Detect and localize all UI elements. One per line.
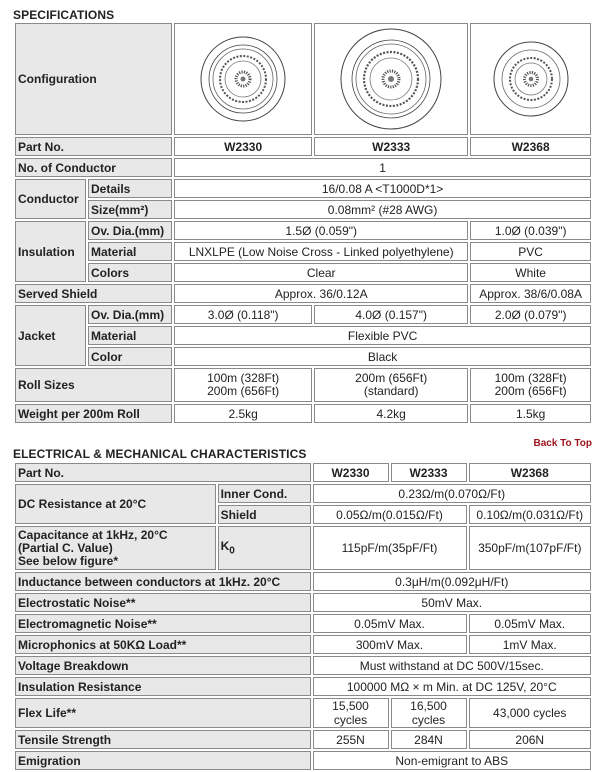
specifications-table bbox=[13, 21, 593, 425]
flex-life-w2330: 15,500 cycles bbox=[313, 698, 389, 728]
insulation-material-ab: LNXLPE (Low Noise Cross - Linked polyethylene) bbox=[174, 242, 468, 261]
back-to-top-link[interactable]: Back To Top bbox=[533, 438, 592, 449]
insulation-color-c: White bbox=[470, 263, 591, 282]
part-w2368: W2368 bbox=[470, 137, 591, 156]
details-value: 16/0.08 A <T1000D*1> bbox=[174, 179, 591, 198]
no-conductor-label: No. of Conductor bbox=[15, 158, 172, 177]
insulation-resistance-value: 100000 MΩ × m Min. at DC 125V, 20°C bbox=[313, 677, 592, 696]
roll-sizes-label: Roll Sizes bbox=[15, 368, 172, 402]
voltage-breakdown-label: Voltage Breakdown bbox=[15, 656, 311, 675]
cable-image-w2368 bbox=[470, 23, 591, 135]
cable-cross-section-icon bbox=[199, 35, 287, 123]
jacket-color-value: Black bbox=[174, 347, 591, 366]
conductor-label: Conductor bbox=[15, 179, 86, 219]
weight-w2333: 4.2kg bbox=[314, 404, 468, 423]
inductance-value: 0.3μH/m(0.092μH/Ft) bbox=[313, 572, 592, 591]
elec-part-no-label: Part No. bbox=[15, 463, 311, 482]
jacket-label: Jacket bbox=[15, 305, 86, 366]
elec-part-w2368: W2368 bbox=[469, 463, 592, 482]
electromagnetic-noise-ab: 0.05mV Max. bbox=[313, 614, 467, 633]
no-conductor-value: 1 bbox=[174, 158, 591, 177]
roll-size-line: 100m (328Ft) bbox=[494, 371, 567, 385]
cable-cross-section-icon bbox=[491, 39, 571, 119]
k0-symbol: K bbox=[220, 539, 230, 554]
tensile-strength-label: Tensile Strength bbox=[15, 730, 311, 749]
jacket-color-label: Color bbox=[88, 347, 172, 366]
tensile-w2333: 284N bbox=[391, 730, 467, 749]
jacket-material-value: Flexible PVC bbox=[174, 326, 591, 345]
roll-size-line: 200m (656Ft) bbox=[494, 384, 567, 398]
capacitance-line: Capacitance at 1kHz, 20°C bbox=[18, 527, 168, 542]
served-shield-ab: Approx. 36/0.12A bbox=[174, 284, 468, 303]
electromagnetic-noise-c: 0.05mV Max. bbox=[469, 614, 592, 633]
capacitance-label bbox=[15, 526, 216, 570]
roll-sizes-w2368 bbox=[470, 368, 591, 402]
roll-sizes-w2330 bbox=[174, 368, 312, 402]
insulation-dia-ab: 1.5Ø (0.059") bbox=[174, 221, 468, 240]
electrostatic-noise-label: Electrostatic Noise** bbox=[15, 593, 311, 612]
roll-size-line: 200m (656Ft) bbox=[355, 371, 428, 385]
capacitance-value-ab: 115pF/m(35pF/Ft) bbox=[313, 526, 467, 570]
roll-size-line: 100m (328Ft) bbox=[207, 371, 280, 385]
electromagnetic-noise-label: Electromagnetic Noise** bbox=[15, 614, 311, 633]
jacket-material-label: Material bbox=[88, 326, 172, 345]
flex-life-label: Flex Life** bbox=[15, 698, 311, 728]
weight-w2368: 1.5kg bbox=[470, 404, 591, 423]
inductance-label: Inductance between conductors at 1kHz. 20°C bbox=[15, 572, 311, 591]
capacitance-line: (Partial C. Value) bbox=[18, 540, 113, 555]
shield-value-c: 0.10Ω/m(0.031Ω/Ft) bbox=[469, 505, 592, 524]
configuration-label: Configuration bbox=[15, 23, 172, 135]
shield-value-ab: 0.05Ω/m(0.015Ω/Ft) bbox=[313, 505, 467, 524]
flex-life-w2368: 43,000 cycles bbox=[469, 698, 592, 728]
material-label: Material bbox=[88, 242, 172, 261]
elec-part-w2333: W2333 bbox=[391, 463, 467, 482]
roll-size-line: (standard) bbox=[363, 384, 419, 398]
emigration-value: Non-emigrant to ABS bbox=[313, 751, 592, 770]
insulation-dia-c: 1.0Ø (0.039") bbox=[470, 221, 591, 240]
colors-label: Colors bbox=[88, 263, 172, 282]
flex-life-w2333: 16,500 cycles bbox=[391, 698, 467, 728]
emigration-label: Emigration bbox=[15, 751, 311, 770]
size-label: Size(mm²) bbox=[88, 200, 172, 219]
served-shield-c: Approx. 38/6/0.08A bbox=[470, 284, 591, 303]
capacitance-value-c: 350pF/m(107pF/Ft) bbox=[469, 526, 592, 570]
microphonics-ab: 300mV Max. bbox=[313, 635, 467, 654]
size-value: 0.08mm² (#28 AWG) bbox=[174, 200, 591, 219]
part-w2330: W2330 bbox=[174, 137, 312, 156]
microphonics-label: Microphonics at 50KΩ Load** bbox=[15, 635, 311, 654]
served-shield-label: Served Shield bbox=[15, 284, 172, 303]
roll-size-line: 200m (656Ft) bbox=[207, 384, 280, 398]
cable-image-w2330 bbox=[174, 23, 312, 135]
part-no-label: Part No. bbox=[15, 137, 172, 156]
roll-sizes-w2333 bbox=[314, 368, 468, 402]
k0-label bbox=[218, 526, 311, 570]
jacket-ov-dia-label: Ov. Dia.(mm) bbox=[88, 305, 172, 324]
weight-w2330: 2.5kg bbox=[174, 404, 312, 423]
inner-cond-value: 0.23Ω/m(0.070Ω/Ft) bbox=[313, 484, 592, 503]
insulation-resistance-label: Insulation Resistance bbox=[15, 677, 311, 696]
jacket-dia-w2330: 3.0Ø (0.118") bbox=[174, 305, 312, 324]
jacket-dia-w2333: 4.0Ø (0.157") bbox=[314, 305, 468, 324]
ov-dia-label: Ov. Dia.(mm) bbox=[88, 221, 172, 240]
insulation-color-ab: Clear bbox=[174, 263, 468, 282]
weight-label: Weight per 200m Roll bbox=[15, 404, 172, 423]
tensile-w2368: 206N bbox=[469, 730, 592, 749]
voltage-breakdown-value: Must withstand at DC 500V/15sec. bbox=[313, 656, 592, 675]
inner-cond-label: Inner Cond. bbox=[218, 484, 311, 503]
details-label: Details bbox=[88, 179, 172, 198]
electrical-table bbox=[13, 461, 593, 772]
elec-part-w2330: W2330 bbox=[313, 463, 389, 482]
insulation-label: Insulation bbox=[15, 221, 86, 282]
k0-subscript: 0 bbox=[229, 545, 235, 557]
cable-cross-section-icon bbox=[339, 27, 443, 131]
electrostatic-noise-value: 50mV Max. bbox=[313, 593, 592, 612]
specifications-title: SPECIFICATIONS bbox=[13, 8, 115, 22]
cable-image-w2333 bbox=[314, 23, 468, 135]
tensile-w2330: 255N bbox=[313, 730, 389, 749]
shield-label: Shield bbox=[218, 505, 311, 524]
jacket-dia-w2368: 2.0Ø (0.079") bbox=[470, 305, 591, 324]
part-w2333: W2333 bbox=[314, 137, 468, 156]
dc-resistance-label: DC Resistance at 20°C bbox=[15, 484, 216, 524]
insulation-material-c: PVC bbox=[470, 242, 591, 261]
capacitance-line: See below figure* bbox=[18, 553, 119, 568]
electrical-title: ELECTRICAL & MECHANICAL CHARACTERISTICS bbox=[13, 447, 307, 461]
microphonics-c: 1mV Max. bbox=[469, 635, 592, 654]
